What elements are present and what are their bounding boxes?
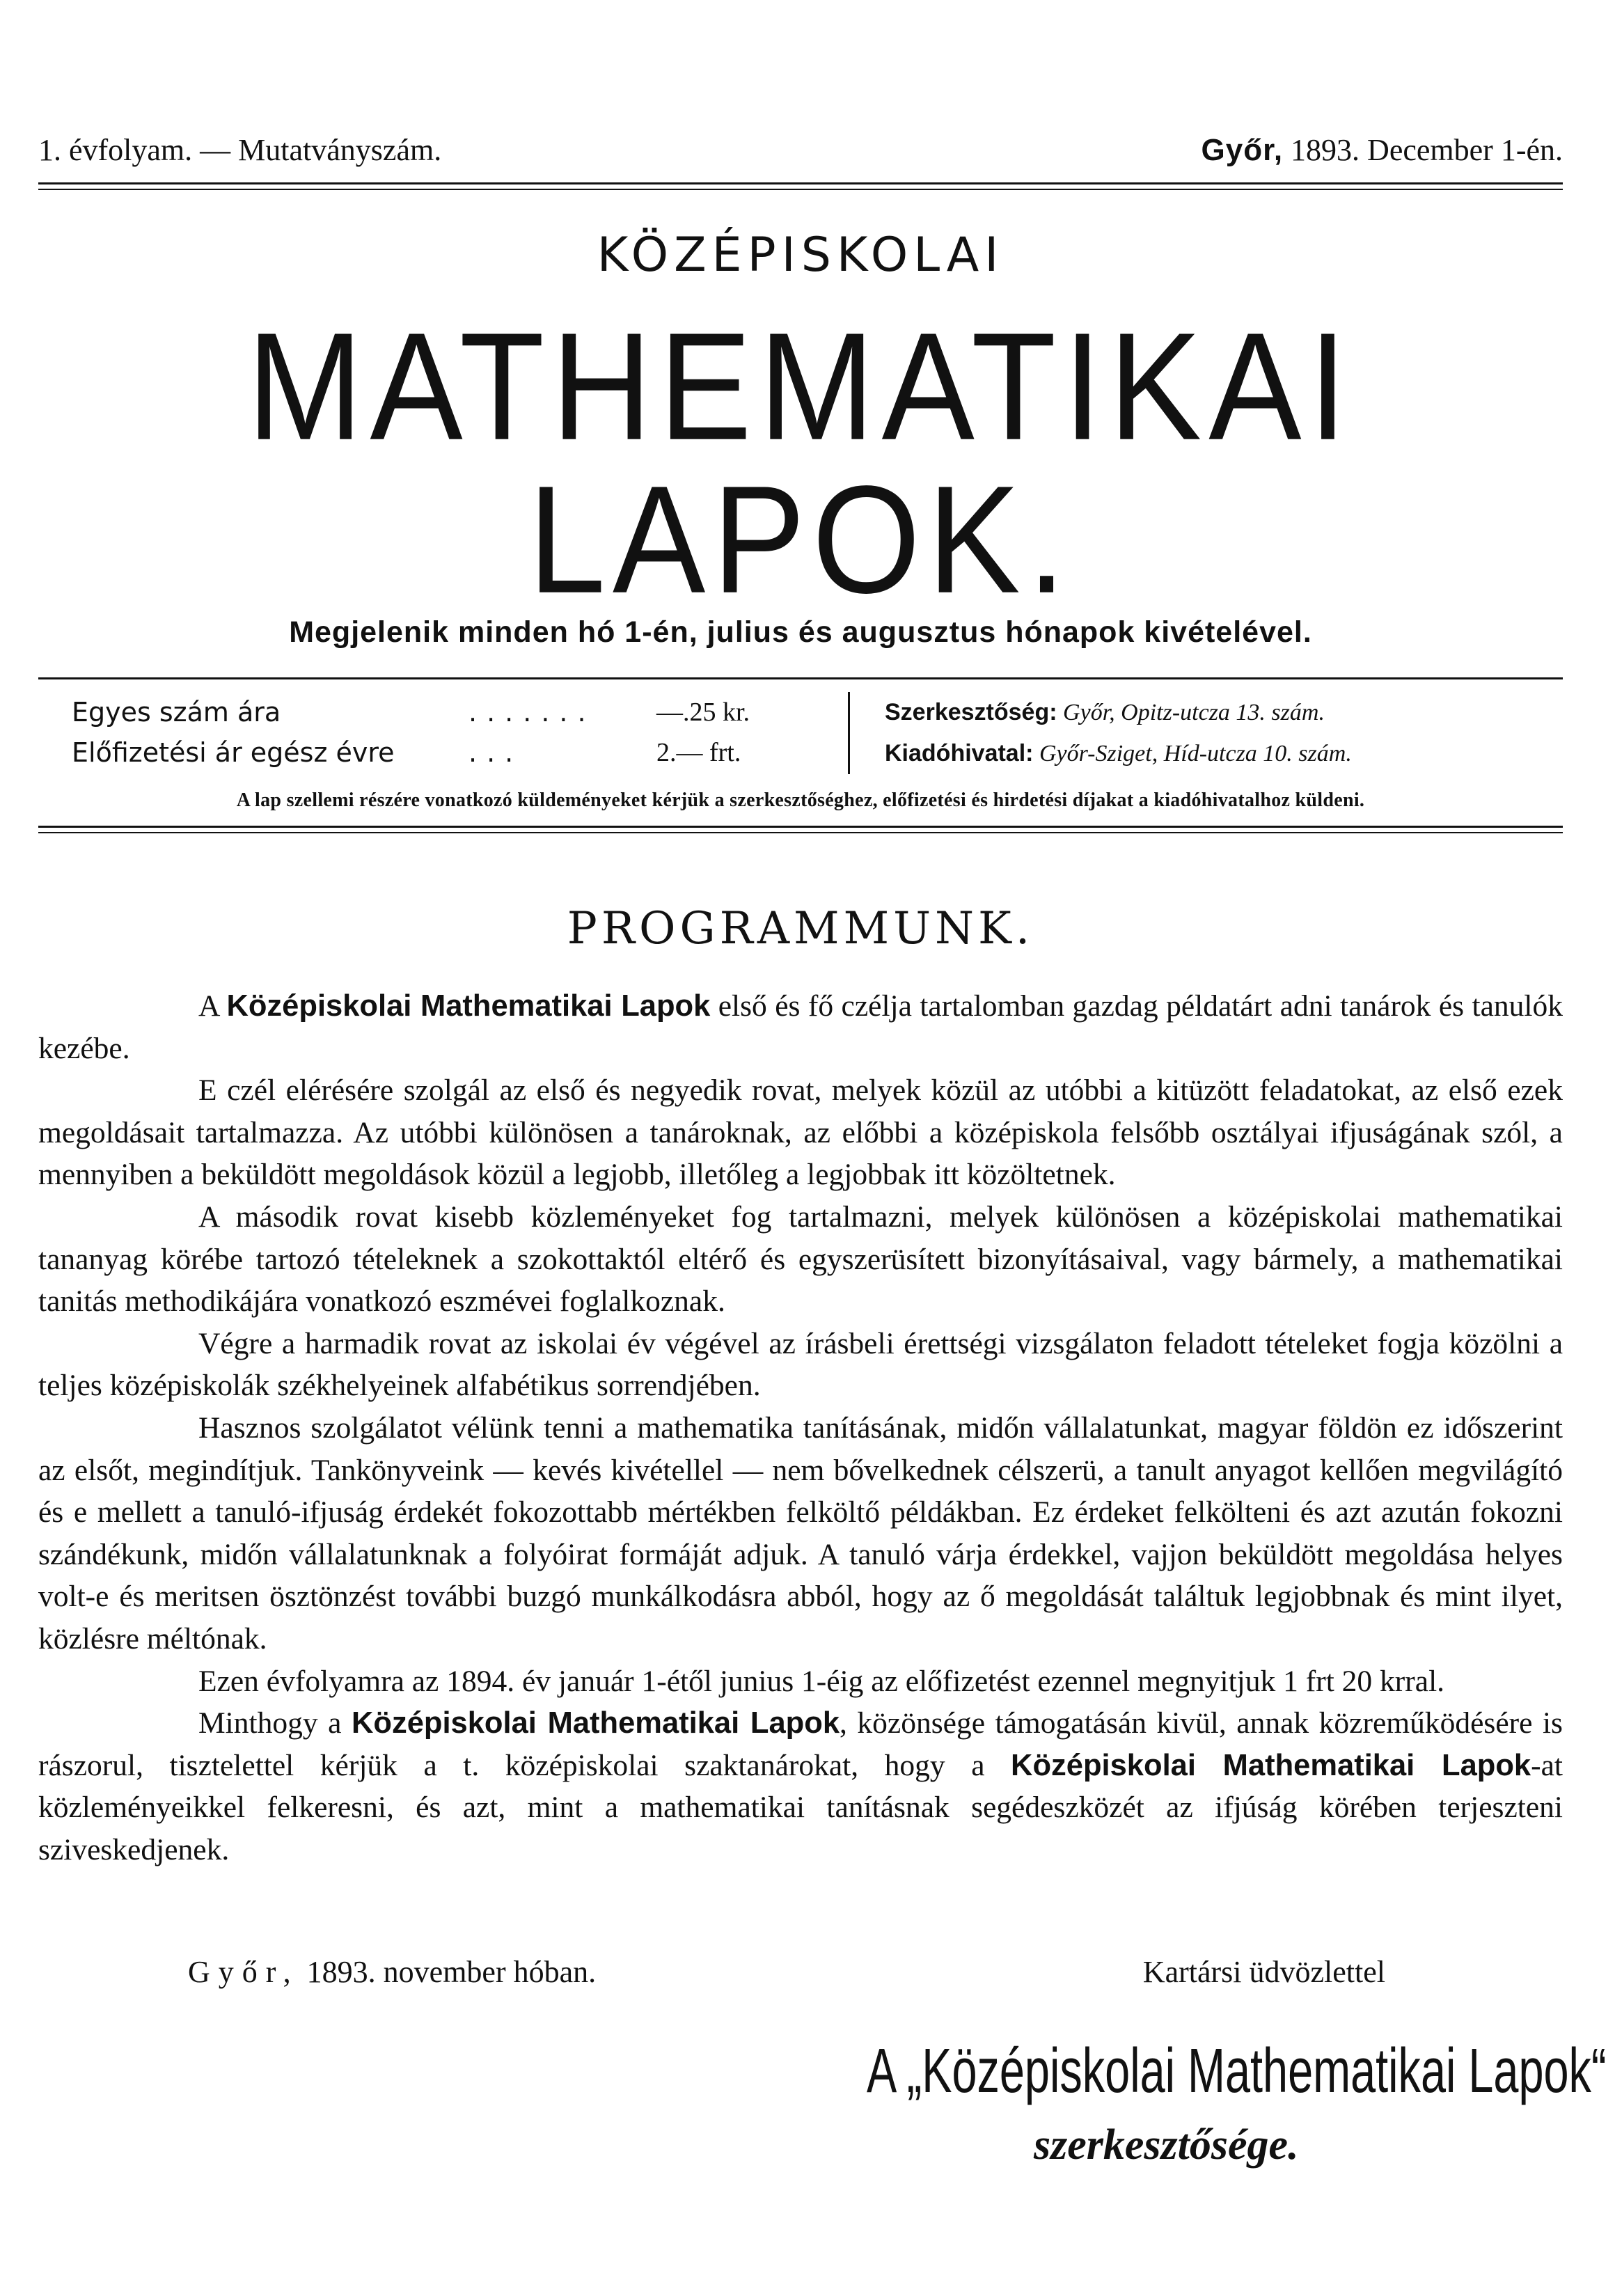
volume-label: 1. évfolyam. — Mutatványszám. [38,133,442,167]
journal-name: Középiskolai Mathematikai Lapok [1011,1748,1531,1782]
journal-name: Középiskolai Mathematikai Lapok [226,989,711,1023]
header-rule [38,182,1563,190]
price-amount: 2.— frt. [656,738,741,767]
text-run: A [198,989,227,1023]
submission-notice: A lap szellemi részére vonatkozó küldeményeket kérjük a szerkesztőséghez, előfizetési és hirdetési díjakat a kiadóhivatalhoz küldeni. [236,789,1365,811]
office-label: Szerkesztőség: [885,699,1057,725]
price-list [38,692,850,774]
issue-date [1202,132,1563,168]
text-run: -at közleményeikkel felkeresni, és azt, mint a mathematikai tanításnak segédeszközét az ifjúság körében terjeszteni sziveskedjenek. [38,1748,1563,1866]
signoff-place-date [188,1954,596,1990]
price-label: Egyes szám ára [72,697,281,728]
signoff-greeting: Kartársi üdvözlettel [1142,1955,1385,1990]
price-row [72,732,848,773]
office-label: Kiadóhivatal: [885,740,1034,766]
price-amount: —.25 kr. [656,698,750,727]
text-run: , közönsége támogatásán kivül, annak közreműködésére is rászorul, tisztelettel kérjük a t. középiskolai szaktanárokat, hogy a [38,1706,1563,1782]
signoff-date: 1893. november hóban. [306,1955,597,1990]
office-list [850,692,1352,774]
paragraph [38,1702,1563,1871]
article-body [38,985,1563,1871]
price-row [72,692,848,732]
masthead-title: MATHEMATIKAI LAPOK. [246,301,1355,626]
text-run: Minthogy a [198,1706,352,1740]
text-run: első és fő czélja tartalomban gazdag példatárt adni tanárok és tanulók kezébe. [38,989,1563,1065]
subscription-info [38,677,1563,784]
office-address: Győr, Opitz-utcza 13. szám. [1063,700,1325,725]
signature-journal: A „Középiskolai Mathematikai Lapok“ [867,2036,1607,2107]
paragraph: Ezen évfolyamra az 1894. év január 1-étől junius 1-éig az előfizetést ezennel megnyitjuk 1 frt 20 krral. [198,1664,1445,1698]
signoff [38,1954,1563,1990]
issue-line [38,132,1563,182]
issue-date-text: 1893. December 1-én. [1291,133,1563,167]
office-row [885,692,1352,733]
publication-schedule: Megjelenik minden hó 1-én, julius és augusztus hónapok kivételével. [289,615,1312,649]
office-address: Győr-Sziget, Híd-utcza 10. szám. [1039,741,1352,766]
newspaper-page [38,132,1607,2170]
paragraph: Hasznos szolgálatot vélünk tenni a mathematika tanításának, midőn vállalatunkat, magyar földön ez időszerint az elsőt, megindítjuk. Tankönyveink — kevés kivétellel — nem bővelkednek célszerü, a tanult anyagot kellően megvilágító és e mellett a tanuló-ifjuság érdekét fokozottabb mértékben felköltő példákban. Ez érdeket felkölteni és azt azután fokozni szándékunk, midőn vállalatunknak a folyóirat formáját adjuk. A tanuló várja érdekkel, vajjon beküldött megoldása helyes volt-e és meritsen ösztönzést további buzgó munkálkodásra abból, hogy az ő megoldását találtuk legjobbnak és mint ilyet, közlésre méltónak. [38,1410,1563,1656]
article-title: PROGRAMMUNK. [567,903,1034,954]
notice-rule [38,826,1563,833]
paragraph: A második rovat kisebb közleményeket fog tartalmazni, melyek különösen a középiskolai mathematikai tananyag körébe tartozó tételeknek a szokottaktól eltérő és egyszerüsített bizonyításaival, vagy bármely, a mathematikai tanitás methodikájára vonatkozó eszmévei foglalkoznak. [38,1200,1563,1319]
paragraph: E czél elérésére szolgál az első és negyedik rovat, melyek közül az utóbbi a kitüzött feladatokat, az első ezek megoldásait tartalmazza. Az utóbbi különösen a tanároknak, az előbbi a középiskola felsőbb osztályai ifjuságának szól, a mennyiben a beküldött megoldások közül a legjobb, illetőleg a legjobbak itt közöltetnek. [38,1074,1563,1192]
leader-dots: ....... [468,697,596,728]
paragraph [38,985,1563,1069]
signature-editorial: szerkesztősége. [1034,2121,1299,2169]
issue-city: Győr, [1201,133,1284,167]
price-label: Előfizetési ár egész évre [72,737,395,768]
journal-name: Középiskolai Mathematikai Lapok [351,1706,840,1740]
leader-dots: ... [468,737,523,768]
signoff-place: Győr, [188,1955,299,1990]
masthead-kicker: KÖZÉPISKOLAI [597,228,1005,283]
paragraph: Végre a harmadik rovat az iskolai év végével az írásbeli érettségi vizsgálaton feladott tételeket fogja közölni a teljes középiskolák székhelyeinek alfabétikus sorrendjében. [38,1326,1563,1403]
office-row [885,733,1352,774]
